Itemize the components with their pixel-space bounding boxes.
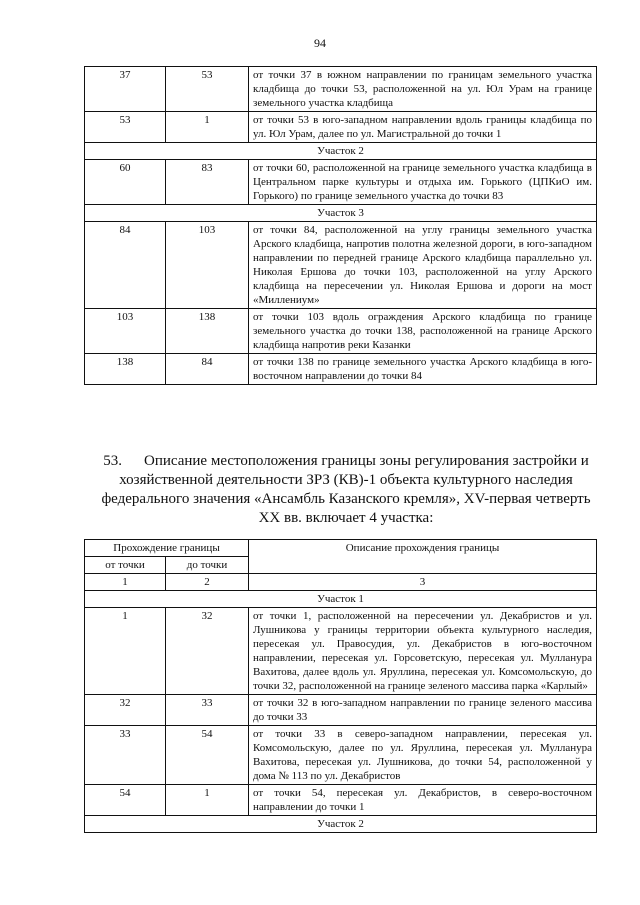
boundary-description: от точки 53 в юго-западном направлении вдоль границы кладбища по ул. Юл Урам, далее по ул. Магистральной до точки 1 [249, 112, 597, 143]
section-row [85, 591, 597, 608]
from-point: 60 [85, 160, 166, 205]
boundary-description: от точки 60, расположенной на границе земельного участка кладбища в Центральном парке культуры и отдыха им. Горького (ЦПКиО им. Горького) по границе земельного участка до точки 83 [249, 160, 597, 205]
section-label: Участок 3 [85, 205, 597, 222]
boundary-description: от точки 1, расположенной на пересечении ул. Декабристов и ул. Лушникова у границы территории объекта культурного наследия, пересекая ул. Правосудия, ул. Декабристов в юго-восточном направлении, пересекая ул. Горсоветскую, пересекая ул. Мулланура Вахитова, далее вдоль ул. Яруллина, пересекая ул. Комсомольскую, до точки 32, расположенной на границе зеленого массива парка «Карлый» [249, 608, 597, 695]
boundary-description: от точки 37 в южном направлении по границам земельного участка кладбища до точки 53, расположенной на ул. Юл Урам на границе земельного участка кладбища [249, 67, 597, 112]
to-point: 54 [166, 726, 249, 785]
section-label: Участок 2 [85, 143, 597, 160]
section-label: Участок 2 [85, 816, 597, 833]
table-row [85, 785, 597, 816]
table-row [85, 726, 597, 785]
boundary-description: от точки 138 по границе земельного участка Арского кладбища в юго-восточном направлении до точки 84 [249, 354, 597, 385]
to-point: 84 [166, 354, 249, 385]
from-point: 53 [85, 112, 166, 143]
boundary-description: от точки 32 в юго-западном направлении по границе зеленого массива до точки 33 [249, 695, 597, 726]
header-to: до точки [166, 557, 249, 574]
boundary-description: от точки 103 вдоль ограждения Арского кладбища по границе земельного участка до точки 138, расположенной на границе Арского кладбища напротив реки Казанки [249, 309, 597, 354]
table-row [85, 309, 597, 354]
boundary-table-bottom [84, 539, 597, 833]
boundary-table-top [84, 66, 597, 385]
table-row [85, 354, 597, 385]
to-point: 1 [166, 112, 249, 143]
table-row [85, 695, 597, 726]
section-number: 53. [103, 453, 122, 469]
header-boundary: Прохождение границы [85, 540, 249, 557]
from-point: 33 [85, 726, 166, 785]
header-col-1: 1 [85, 574, 166, 591]
section-row [85, 205, 597, 222]
section-label: Участок 1 [85, 591, 597, 608]
boundary-description: от точки 54, пересекая ул. Декабристов, в северо-восточном направлении до точки 1 [249, 785, 597, 816]
to-point: 83 [166, 160, 249, 205]
header-col-2: 2 [166, 574, 249, 591]
from-point: 84 [85, 222, 166, 309]
table-row [85, 67, 597, 112]
to-point: 33 [166, 695, 249, 726]
to-point: 1 [166, 785, 249, 816]
from-point: 32 [85, 695, 166, 726]
from-point: 1 [85, 608, 166, 695]
to-point: 138 [166, 309, 249, 354]
from-point: 54 [85, 785, 166, 816]
boundary-description: от точки 33 в северо-западном направлении, пересекая ул. Комсомольскую, далее по ул. Яруллина, пересекая ул. Мулланура Вахитова, пересекая ул. Лушникова, до точки 54, расположенной у дома № 113 по ул. Декабристов [249, 726, 597, 785]
page-number: 94 [314, 36, 326, 50]
boundary-description: от точки 84, расположенной на углу границы земельного участка Арского кладбища, напротив полотна железной дороги, в юго-западном направлении по передней границе Арского кладбища параллельно ул. Николая Ершова до точки 103, расположенной на углу Арского кладбища на пересечении ул. Николая Ершова и дороги на мост «Миллениум» [249, 222, 597, 309]
table-row [85, 112, 597, 143]
header-description: Описание прохождения границы [249, 540, 597, 574]
header-from: от точки [85, 557, 166, 574]
table-row [85, 222, 597, 309]
section-heading-text: Описание местоположения границы зоны регулирования застройки и хозяйственной деятельности ЗРЗ (КВ)-1 объекта культурного наследия федерального значения «Ансамбль Казанского кремля», XV-первая четверть XX вв. включает 4 участка: [101, 453, 591, 526]
from-point: 103 [85, 309, 166, 354]
to-point: 53 [166, 67, 249, 112]
table-row [85, 608, 597, 695]
to-point: 32 [166, 608, 249, 695]
header-col-3: 3 [249, 574, 597, 591]
from-point: 138 [85, 354, 166, 385]
section-row [85, 143, 597, 160]
to-point: 103 [166, 222, 249, 309]
section-heading [96, 452, 596, 528]
from-point: 37 [85, 67, 166, 112]
section-row [85, 816, 597, 833]
table-row [85, 160, 597, 205]
